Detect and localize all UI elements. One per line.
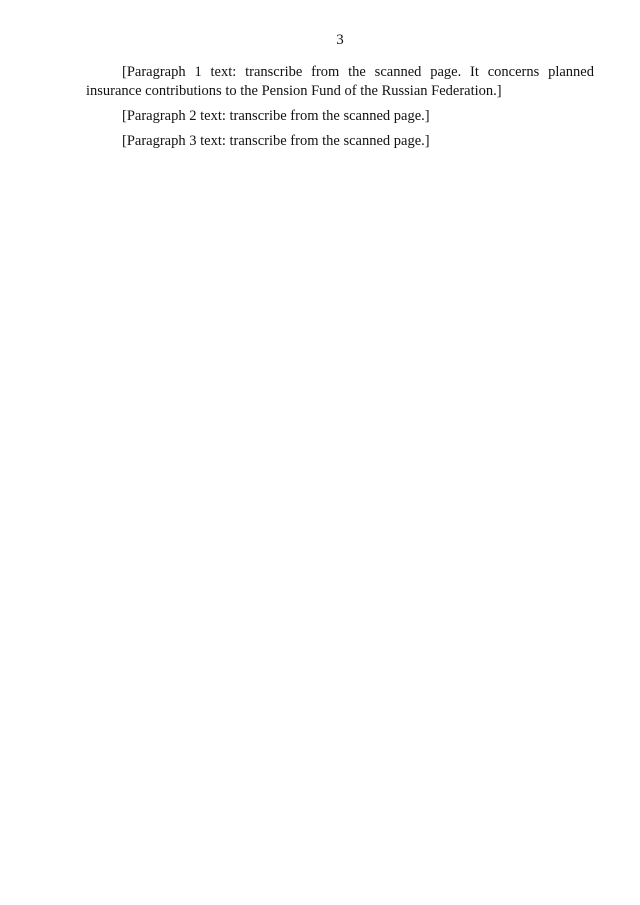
body-text [86,63,594,151]
page-number: 3 [336,32,344,48]
paragraph: [Paragraph 2 text: transcribe from the scanned page.] [122,108,430,124]
paragraph: [Paragraph 1 text: transcribe from the scanned page. It concerns planned insurance contributions to the Pension Fund of the Russian Federation.] [86,64,594,99]
paragraph: [Paragraph 3 text: transcribe from the scanned page.] [122,133,430,149]
